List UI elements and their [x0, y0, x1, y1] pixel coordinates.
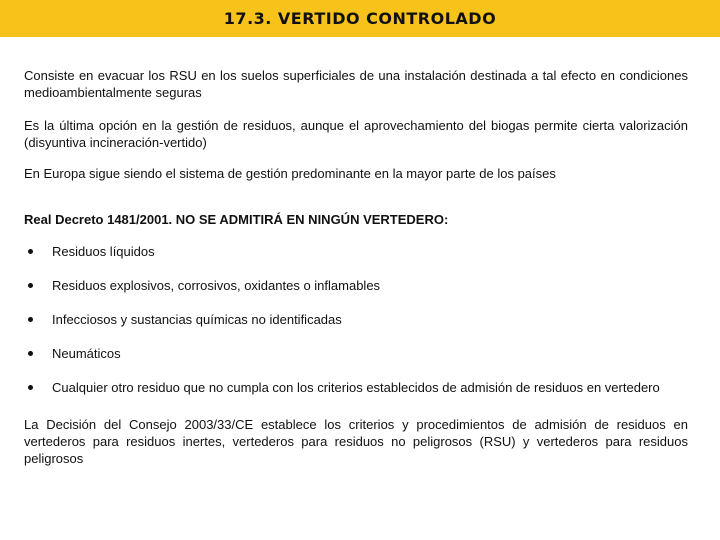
bullet-item: [24, 277, 688, 294]
bullet-item: [24, 379, 688, 396]
slide-content: [24, 67, 688, 467]
paragraph-europe: En Europa sigue siendo el sistema de gestión predominante en la mayor parte de los países: [24, 166, 556, 181]
bullet-dot-icon: [28, 385, 33, 390]
section-heading: Real Decreto 1481/2001. NO SE ADMITIRÁ EN NINGÚN VERTEDERO:: [24, 212, 449, 227]
bullet-item: [24, 243, 688, 260]
bullet-item: [24, 345, 688, 362]
slide-title: 17.3. VERTIDO CONTROLADO: [0, 0, 720, 37]
bullet-text: Cualquier otro residuo que no cumpla con los criterios establecidos de admisión de residuos en vertedero: [52, 380, 660, 395]
bullet-text: Infecciosos y sustancias químicas no identificadas: [52, 312, 342, 327]
bullet-text: Residuos líquidos: [52, 244, 155, 259]
bullet-dot-icon: [28, 351, 33, 356]
bullet-text: Residuos explosivos, corrosivos, oxidantes o inflamables: [52, 278, 381, 293]
bullet-text: Neumáticos: [52, 346, 121, 361]
paragraph-definition: Consiste en evacuar los RSU en los suelos superficiales de una instalación destinada a tal efecto en condiciones medioambientalmente seguras: [24, 68, 688, 100]
bullet-dot-icon: [28, 249, 33, 254]
bullet-dot-icon: [28, 317, 33, 322]
bullet-list: [24, 243, 688, 396]
closing-paragraph: La Decisión del Consejo 2003/33/CE establece los criterios y procedimientos de admisión de residuos en vertederos para residuos inertes, vertederos para residuos no peligrosos (RSU) y vertederos para residuos peligrosos: [24, 417, 688, 466]
bullet-dot-icon: [28, 283, 33, 288]
bullet-item: [24, 311, 688, 328]
paragraph-last-option: Es la última opción en la gestión de residuos, aunque el aprovechamiento del biogas permite cierta valorización (disyuntiva incineración-vertido): [24, 118, 688, 150]
